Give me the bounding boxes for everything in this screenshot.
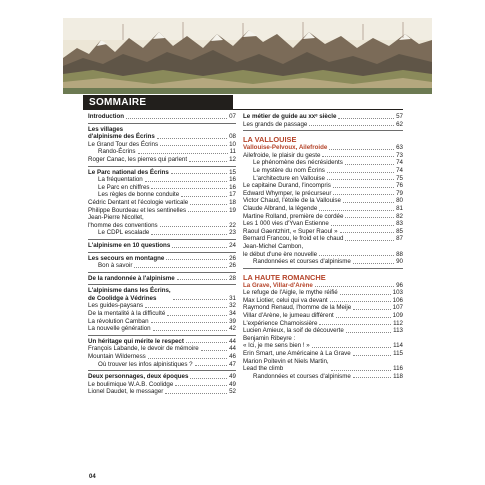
toc-entry[interactable]	[243, 243, 403, 258]
dot-leader	[329, 149, 394, 150]
toc-entry-title: Raoul Gaentzhirt, « Super Raoul »	[243, 227, 338, 235]
toc-entry-title: Bon à savoir	[98, 262, 133, 270]
dot-leader	[353, 355, 391, 356]
dot-leader	[331, 370, 392, 371]
toc-left-column	[88, 113, 236, 396]
toc-entry-title: Mountain Wilderness	[88, 353, 146, 361]
toc-entry-title: Erin Smart, une Américaine à La Grave	[243, 350, 351, 358]
toc-entry-page: 49	[229, 380, 236, 388]
toc-entry-title: L'architecture en Vallouise	[253, 174, 325, 182]
toc-entry[interactable]	[88, 126, 236, 141]
page-number: 04	[89, 474, 96, 480]
dot-leader	[340, 294, 391, 295]
toc-entry-title: Le mystère du nom Écrins	[253, 166, 325, 174]
toc-entry-title: La révolution Camban	[88, 317, 149, 325]
toc-entry-page: 52	[229, 388, 236, 396]
toc-entry-title: Le CDPL escalade	[98, 229, 150, 237]
dot-leader	[160, 226, 227, 227]
toc-entry-page: 10	[229, 140, 236, 148]
toc-entry-title: Villar d'Arène, le jumeau différent	[243, 312, 334, 320]
toc-entry-title: Randonnées et courses d'alpinisme	[253, 258, 351, 266]
toc-entry-page: 08	[229, 133, 236, 141]
toc-entry-page: 24	[229, 241, 236, 249]
toc-entry-page: 16	[229, 183, 236, 191]
toc-entry[interactable]	[88, 361, 236, 369]
dot-leader	[175, 385, 227, 386]
toc-entry-title: La nouvelle génération	[88, 325, 151, 333]
toc-entry-page: 113	[393, 327, 403, 335]
toc-entry-page: 116	[393, 365, 403, 373]
dot-leader	[319, 210, 394, 211]
section-divider	[88, 272, 236, 273]
dot-leader	[195, 365, 228, 366]
toc-entry[interactable]	[243, 235, 403, 243]
dot-leader	[345, 217, 394, 218]
toc-entry-page: 19	[229, 206, 236, 214]
dot-leader	[353, 377, 391, 378]
toc-entry-title: Philippe Bourdeau et les sentinelles	[88, 206, 187, 214]
dot-leader	[165, 393, 227, 394]
toc-entry[interactable]	[88, 373, 236, 381]
toc-entry[interactable]	[88, 262, 236, 270]
toc-entry-title: Raymond Renaud, l'homme de la Meije	[243, 304, 352, 312]
toc-entry-page: 26	[229, 262, 236, 270]
toc-entry-page: 85	[396, 227, 403, 235]
dot-leader	[172, 247, 227, 248]
section-divider	[88, 284, 236, 285]
toc-entry-title: L'alpinisme en 10 questions	[88, 241, 171, 249]
toc-entry-page: 80	[396, 197, 403, 205]
toc-entry-page: 114	[393, 342, 403, 350]
toc-entry-title: Ailefroide, le plaisir du geste	[243, 151, 321, 159]
toc-entry[interactable]	[243, 144, 403, 152]
toc-entry-page: 87	[396, 235, 403, 243]
toc-entry-title: Les 1 000 vies d'Yvan Estienne	[243, 220, 329, 228]
dot-leader	[126, 118, 227, 119]
toc-entry[interactable]	[243, 350, 403, 358]
toc-entry-page: 74	[396, 166, 403, 174]
toc-entry[interactable]	[88, 214, 236, 229]
toc-entry-title: Les villages d'alpinisme des Écrins	[88, 125, 155, 141]
toc-entry[interactable]	[243, 213, 403, 221]
toc-entry-title: Benjamin Ribeyre : « Ici, je me sens bien ! »	[243, 334, 310, 350]
toc-entry-page: 75	[396, 174, 403, 182]
toc-entry-page: 44	[229, 345, 236, 353]
toc-entry-title: Un héritage qui mérite le respect	[88, 337, 184, 345]
toc-entry-title: Les grands de passage	[243, 120, 308, 128]
toc-entry-title: Où trouver les infos alpinistiques ?	[98, 360, 193, 368]
dot-leader	[345, 240, 394, 241]
toc-entry-page: 79	[396, 189, 403, 197]
toc-entry[interactable]	[243, 205, 403, 213]
dot-leader	[346, 332, 391, 333]
toc-entry[interactable]	[88, 338, 236, 346]
region-heading: LA HAUTE ROMANCHE	[243, 272, 326, 282]
toc-entry-page: 83	[396, 220, 403, 228]
toc-entry-page: 12	[229, 155, 236, 163]
dot-leader	[333, 187, 394, 188]
toc-entry[interactable]	[88, 381, 236, 389]
toc-entry[interactable]	[243, 113, 403, 121]
toc-entry-title: De la mentalité à la difficulté	[88, 310, 166, 318]
toc-entry-title: Le Parc en chiffres	[98, 183, 150, 191]
dot-leader	[345, 164, 394, 165]
toc-entry-page: 115	[393, 350, 403, 358]
toc-entry-page: 31	[229, 294, 236, 302]
dot-leader	[336, 317, 391, 318]
toc-entry[interactable]	[88, 113, 236, 121]
dot-leader	[331, 225, 394, 226]
toc-entry[interactable]	[88, 287, 236, 302]
dot-leader	[343, 202, 394, 203]
dot-leader	[173, 299, 227, 300]
toc-entry[interactable]	[88, 353, 236, 361]
toc-entry-page: 90	[396, 258, 403, 266]
toc-entry-title: La Grave, Villar-d'Arène	[243, 281, 313, 289]
toc-entry-page: 109	[392, 312, 403, 320]
toc-entry[interactable]	[243, 190, 403, 198]
region-heading: LA VALLOUISE	[243, 135, 297, 145]
toc-entry-title: Le Grand Tour des Écrins	[88, 140, 159, 148]
toc-entry-page: 76	[396, 182, 403, 190]
toc-entry-title: Lionel Daudet, le messager	[88, 388, 164, 396]
toc-entry[interactable]	[243, 159, 403, 167]
dot-leader	[167, 315, 227, 316]
toc-entry[interactable]	[88, 169, 236, 177]
toc-entry-page: 39	[229, 317, 236, 325]
toc-entry[interactable]	[243, 197, 403, 205]
section-divider	[88, 370, 236, 371]
toc-entry-page: 49	[229, 373, 236, 381]
section-divider	[88, 335, 236, 336]
toc-entry[interactable]	[88, 141, 236, 149]
dot-leader	[327, 172, 394, 173]
dot-leader	[186, 342, 227, 343]
toc-entry[interactable]	[88, 207, 236, 215]
toc-entry[interactable]	[88, 310, 236, 318]
toc-entry[interactable]	[243, 228, 403, 236]
dot-leader	[160, 145, 227, 146]
toc-entry-page: 17	[229, 191, 236, 199]
dot-leader	[145, 307, 227, 308]
dot-leader	[151, 188, 227, 189]
dot-leader	[319, 324, 391, 325]
dot-leader	[153, 330, 227, 331]
dot-leader	[330, 301, 391, 302]
toc-entry-title: Le phénomène des nécrésidents	[253, 159, 343, 167]
dot-leader	[319, 255, 394, 256]
toc-entry-page: 62	[396, 120, 403, 128]
section-divider	[243, 268, 403, 269]
toc-entry-page: 26	[229, 254, 236, 262]
toc-entry-page: 118	[393, 372, 403, 380]
toc-entry[interactable]	[88, 148, 236, 156]
section-divider	[88, 123, 236, 124]
dot-leader	[138, 153, 228, 154]
toc-right-column	[243, 113, 403, 380]
dot-leader	[188, 211, 227, 212]
dot-leader	[309, 125, 394, 126]
toc-entry-title: Deux personnages, deux époques	[88, 373, 189, 381]
dot-leader	[134, 267, 227, 268]
toc-entry-title: Marion Poitevin et Niels Martin, Lead the climb	[243, 357, 329, 373]
toc-entry[interactable]	[243, 175, 403, 183]
toc-entry-page: 82	[396, 212, 403, 220]
dot-leader	[353, 309, 391, 310]
toc-entry-title: Randonnées et courses d'alpinisme	[253, 372, 351, 380]
toc-entry-title: La fréquentation	[98, 176, 143, 184]
toc-entry[interactable]	[243, 182, 403, 190]
toc-entry[interactable]	[243, 220, 403, 228]
toc-entry-page: 23	[229, 229, 236, 237]
toc-entry-page: 106	[392, 296, 403, 304]
toc-entry[interactable]	[88, 318, 236, 326]
toc-entry[interactable]	[88, 176, 236, 184]
toc-entry-page: 34	[229, 310, 236, 318]
toc-entry[interactable]	[88, 229, 236, 237]
toc-entry[interactable]	[88, 345, 236, 353]
toc-entry[interactable]	[88, 275, 236, 283]
dot-leader	[322, 156, 394, 157]
section-divider	[243, 130, 403, 131]
toc-entry-title: Introduction	[88, 113, 125, 120]
toc-entry-page: 96	[396, 281, 403, 289]
toc-entry[interactable]	[243, 167, 403, 175]
dot-leader	[340, 232, 395, 233]
toc-entry[interactable]	[88, 255, 236, 263]
toc-entry[interactable]	[243, 258, 403, 266]
header-rule	[83, 109, 403, 110]
toc-entry-title: Le capitaine Durand, l'incompris	[243, 182, 331, 190]
toc-entry-title: Les guides-paysans	[88, 302, 144, 310]
toc-entry-title: Les règles de bonne conduite	[98, 191, 180, 199]
toc-entry[interactable]	[88, 199, 236, 207]
dot-leader	[327, 179, 394, 180]
toc-entry-page: 44	[229, 337, 236, 345]
toc-entry-title: Le Parc national des Écrins	[88, 168, 169, 176]
dot-leader	[177, 279, 227, 280]
toc-entry-title: Cédric Dentant et l'écologie verticale	[88, 198, 189, 206]
dot-leader	[312, 347, 391, 348]
dot-leader	[201, 350, 227, 351]
toc-entry-title: Les secours en montagne	[88, 254, 165, 262]
toc-entry-page: 74	[396, 159, 403, 167]
toc-entry-title: Le refuge de l'Aigle, le mythe réifié	[243, 289, 338, 297]
toc-entry-title: Roger Canac, les pierres qui parlent	[88, 155, 188, 163]
dot-leader	[189, 161, 227, 162]
toc-entry-page: 18	[229, 198, 236, 206]
toc-entry[interactable]	[88, 388, 236, 396]
toc-entry-title: Max Liotier, celui qui va devant	[243, 296, 328, 304]
toc-entry-title: L'expérience Chamoissière	[243, 319, 318, 327]
toc-entry-title: Le boulimique W.A.B. Coolidge	[88, 380, 174, 388]
toc-entry-page: 15	[229, 168, 236, 176]
toc-entry[interactable]	[243, 297, 403, 305]
dot-leader	[171, 173, 227, 174]
toc-entry-page: 88	[396, 250, 403, 258]
toc-entry[interactable]	[88, 302, 236, 310]
toc-entry[interactable]	[88, 191, 236, 199]
toc-entry-title: Edward Whymper, le précurseur	[243, 189, 332, 197]
toc-entry-page: 73	[396, 151, 403, 159]
dot-leader	[151, 234, 227, 235]
toc-entry-page: 16	[229, 176, 236, 184]
toc-entry[interactable]	[243, 358, 403, 373]
toc-entry-page: 11	[229, 148, 236, 156]
panorama-drawing	[63, 18, 432, 94]
page-title: SOMMAIRE	[89, 97, 147, 108]
toc-entry-page: 47	[229, 360, 236, 368]
toc-entry-title: De la randonnée à l'alpinisme	[88, 274, 175, 282]
toc-entry-title: Jean-Pierre Nicollet, l'homme des conventions	[88, 214, 158, 229]
toc-entry[interactable]	[243, 335, 403, 350]
toc-entry[interactable]	[243, 312, 403, 320]
toc-entry-page: 46	[229, 353, 236, 361]
toc-entry[interactable]	[88, 184, 236, 192]
toc-entry-page: 63	[396, 144, 403, 152]
toc-entry-page: 28	[229, 274, 236, 282]
toc-entry-title: Jean-Michel Cambon, le début d'une ère nouvelle	[243, 242, 318, 258]
dot-leader	[338, 118, 394, 119]
toc-entry[interactable]	[243, 152, 403, 160]
dot-leader	[157, 138, 227, 139]
dot-leader	[145, 181, 227, 182]
toc-entry-title: Bernard Francou, le froid et le chaud	[243, 235, 344, 243]
toc-entry-title: Martine Rolland, première de cordée	[243, 212, 344, 220]
dot-leader	[151, 322, 228, 323]
dot-leader	[166, 259, 227, 260]
toc-entry-title: François Labande, le devoir de mémoire	[88, 345, 199, 353]
toc-entry[interactable]	[88, 325, 236, 333]
toc-entry[interactable]	[243, 327, 403, 335]
dot-leader	[190, 378, 227, 379]
toc-entry-page: 42	[229, 325, 236, 333]
toc-entry-page: 112	[393, 319, 403, 327]
toc-entry-title: L'alpinisme dans les Écrins, de Coolidge à Védrines	[88, 287, 171, 302]
toc-entry-page: 107	[392, 304, 403, 312]
dot-leader	[190, 204, 227, 205]
section-divider	[88, 166, 236, 167]
toc-entry-page: 32	[229, 302, 236, 310]
toc-entry[interactable]	[88, 156, 236, 164]
dot-leader	[315, 286, 394, 287]
dot-leader	[333, 194, 394, 195]
toc-entry-title: Claude Albrand, la légende	[243, 204, 318, 212]
section-divider	[88, 252, 236, 253]
dot-leader	[353, 263, 394, 264]
toc-entry[interactable]	[243, 304, 403, 312]
toc-entry-title: Victor Chaud, l'étoile de la Vallouise	[243, 197, 341, 205]
toc-entry[interactable]	[243, 320, 403, 328]
toc-entry-title: Le métier de guide au xxᵉ siècle	[243, 113, 337, 120]
dot-leader	[181, 196, 227, 197]
toc-entry-page: 57	[396, 113, 403, 120]
toc-entry[interactable]	[88, 242, 236, 250]
mountain-panorama-illustration	[63, 18, 432, 94]
toc-entry-title: Lucien Amieux, la soif de découverte	[243, 327, 344, 335]
toc-entry-page: 103	[392, 289, 403, 297]
toc-entry-title: Vallouise-Pelvoux, Ailefroide	[243, 144, 328, 152]
toc-entry[interactable]	[243, 282, 403, 290]
toc-entry-title: Rando-Écrins	[98, 148, 136, 156]
toc-entry-page: 81	[396, 204, 403, 212]
dot-leader	[148, 358, 227, 359]
section-divider	[88, 239, 236, 240]
toc-entry[interactable]	[243, 373, 403, 381]
toc-entry-page: 07	[229, 113, 236, 120]
toc-entry[interactable]	[243, 289, 403, 297]
toc-entry-page: 22	[229, 221, 236, 229]
toc-entry[interactable]	[243, 121, 403, 129]
